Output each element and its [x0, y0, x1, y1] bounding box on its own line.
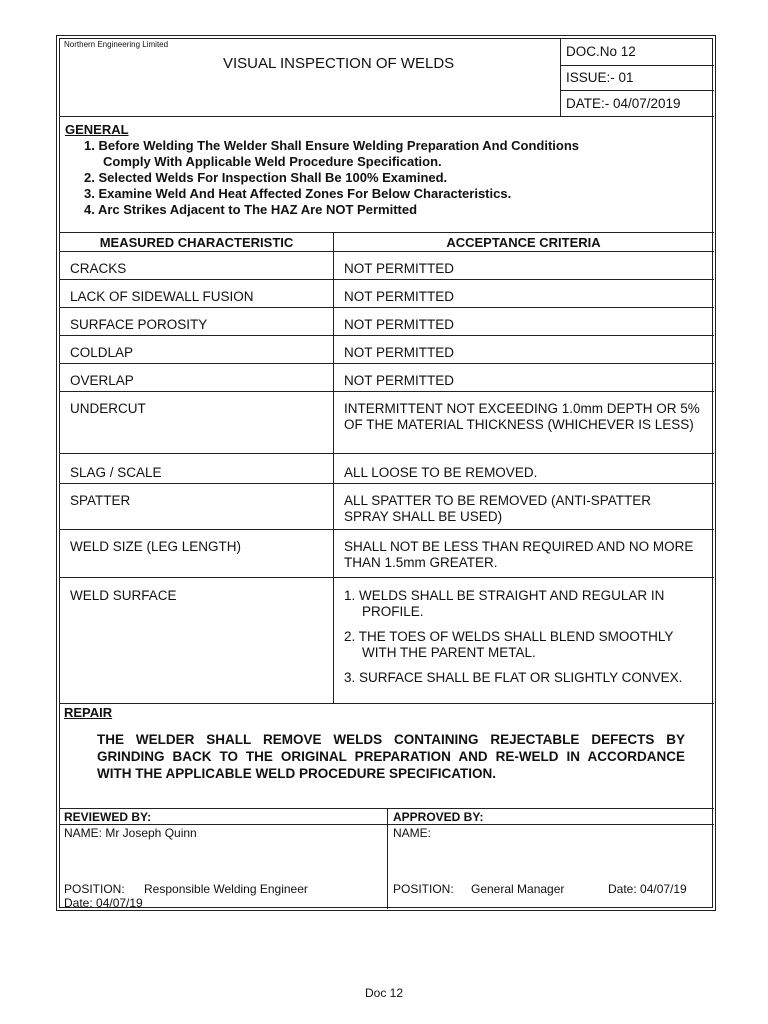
table-column-divider — [333, 232, 334, 703]
general-item: 4. Arc Strikes Adjacent to The HAZ Are NOT Permitted — [84, 202, 418, 217]
row-rule — [60, 577, 714, 578]
table-row-characteristic: WELD SURFACE — [70, 588, 177, 603]
row-rule — [60, 363, 714, 364]
table-row-criteria: NOT PERMITTED — [344, 317, 455, 332]
approved-by-position-label: POSITION: — [393, 882, 454, 896]
reviewed-by-position-label: POSITION: — [64, 882, 125, 896]
repair-text: THE WELDER SHALL REMOVE WELDS CONTAINING REJECTABLE DEFECTS BY GRINDING BACK TO THE ORIGINAL PREPARATION AND RE-WELD IN ACCORDANCE WITH THE APPLICABLE WELD PROCEDURE SPECIFICATION. — [97, 732, 685, 781]
table-row-criteria: SHALL NOT BE LESS THAN REQUIRED AND NO MORE THAN 1.5mm GREATER. — [344, 539, 694, 570]
table-row-characteristic: SURFACE POROSITY — [70, 317, 208, 332]
general-item-text: 1. Before Welding The Welder Shall Ensure Welding Preparation And Conditions — [84, 138, 580, 153]
table-row-criteria: NOT PERMITTED — [344, 261, 455, 276]
list-item: 1. WELDS SHALL BE STRAIGHT AND REGULAR IN PROFILE. — [344, 588, 665, 619]
reviewed-by-name: NAME: Mr Joseph Quinn — [64, 826, 197, 840]
table-top-rule — [60, 232, 714, 233]
table-row-characteristic: WELD SIZE (LEG LENGTH) — [70, 539, 242, 554]
table-bottom-rule — [60, 703, 714, 704]
general-item-continuation: Comply With Applicable Weld Procedure Specification. — [103, 154, 442, 169]
row-rule — [60, 453, 714, 454]
column-header-criteria: ACCEPTANCE CRITERIA — [446, 235, 601, 250]
page-footer: Doc 12 — [364, 986, 404, 1000]
issue-date: DATE:- 04/07/2019 — [566, 96, 681, 111]
general-list — [84, 138, 579, 218]
general-item — [84, 138, 579, 170]
row-rule — [60, 529, 714, 530]
company-name: Northern Engineering Limited — [64, 40, 169, 49]
header-divider — [560, 39, 561, 116]
header-rule-2 — [560, 90, 714, 91]
row-rule — [60, 307, 714, 308]
table-row-criteria: NOT PERMITTED — [344, 373, 455, 388]
document-title: VISUAL INSPECTION OF WELDS — [223, 55, 455, 72]
table-row-characteristic: SLAG / SCALE — [70, 465, 162, 480]
list-item: 3. SURFACE SHALL BE FLAT OR SLIGHTLY CONVEX. — [344, 670, 683, 685]
table-row-characteristic: UNDERCUT — [70, 401, 146, 416]
reviewed-by-date: Date: 04/07/19 — [64, 896, 143, 910]
general-section — [60, 116, 714, 232]
approved-by-date: Date: 04/07/19 — [608, 882, 687, 896]
general-heading: GENERAL — [65, 122, 129, 137]
general-item: 2. Selected Welds For Inspection Shall Be 100% Examined. — [84, 170, 448, 185]
table-row-criteria: NOT PERMITTED — [344, 345, 455, 360]
column-header-characteristic: MEASURED CHARACTERISTIC — [99, 235, 294, 250]
reviewed-by-heading: REVIEWED BY: — [64, 810, 152, 824]
table-row-characteristic: OVERLAP — [70, 373, 134, 388]
table-row-criteria: INTERMITTENT NOT EXCEEDING 1.0mm DEPTH OR 5% OF THE MATERIAL THICKNESS (WHICHEVER IS LESS) — [344, 401, 700, 432]
list-item: 2. THE TOES OF WELDS SHALL BLEND SMOOTHLY WITH THE PARENT METAL. — [344, 629, 674, 660]
table-row-criteria: ALL LOOSE TO BE REMOVED. — [344, 465, 538, 480]
header-rule-1 — [560, 65, 714, 66]
row-rule — [60, 279, 714, 280]
approved-by-name: NAME: — [393, 826, 432, 840]
row-rule — [60, 391, 714, 392]
document-inner-border — [59, 38, 713, 908]
table-row-characteristic: COLDLAP — [70, 345, 134, 360]
table-row-criteria: ALL SPATTER TO BE REMOVED (ANTI-SPATTER SPRAY SHALL BE USED) — [344, 493, 652, 524]
table-header-rule — [60, 251, 714, 252]
reviewed-by-position: Responsible Welding Engineer — [144, 882, 308, 896]
row-rule — [60, 483, 714, 484]
table-row-characteristic: LACK OF SIDEWALL FUSION — [70, 289, 254, 304]
table-row-characteristic: CRACKS — [70, 261, 127, 276]
general-item: 3. Examine Weld And Heat Affected Zones For Below Characteristics. — [84, 186, 512, 201]
table-row-criteria: NOT PERMITTED — [344, 289, 455, 304]
repair-heading: REPAIR — [64, 705, 113, 720]
table-row-characteristic: SPATTER — [70, 493, 131, 508]
document-frame — [56, 35, 716, 911]
signoff-heading-rule — [60, 824, 714, 825]
row-rule — [60, 335, 714, 336]
approved-by-heading: APPROVED BY: — [393, 810, 484, 824]
weld-surface-criteria — [344, 588, 704, 695]
doc-number: DOC.No 12 — [566, 44, 636, 59]
issue-number: ISSUE:- 01 — [566, 70, 634, 85]
approved-by-position: General Manager — [471, 882, 565, 896]
